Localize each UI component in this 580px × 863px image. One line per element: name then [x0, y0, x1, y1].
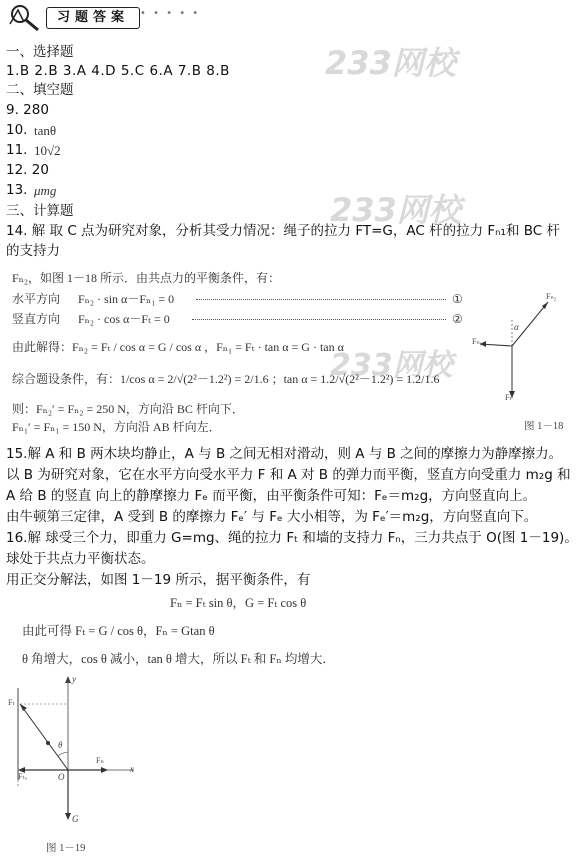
rope-ft — [20, 704, 68, 770]
fig19-label-fn: Fₙ — [96, 756, 104, 765]
q16-equation-3: θ 角增大，cos θ 减小，tan θ 增大，所以 Fₜ 和 Fₙ 均增大． — [22, 652, 335, 666]
q14-line1: 14. 解 取 C 点为研究对象，分析其受力情况：绳子的拉力 FT=G，AC 杆的拉力 Fₙ₁和 BC 杆 — [6, 223, 560, 239]
q14-horizontal-label: 水平方向 — [12, 292, 61, 306]
q14-eq-number-2: ② — [452, 312, 463, 326]
watermark: 233网校 — [330, 191, 461, 229]
section-choice: 一、选择题 — [6, 44, 74, 60]
q14-line2: 的支持力 — [6, 243, 60, 259]
q16-equation-2: 由此可得 Fₜ = G / cos θ，Fₙ = Gtan θ — [22, 624, 215, 638]
answer-11-value: 10√2 — [34, 143, 61, 158]
section-calc: 三、计算题 — [6, 203, 74, 219]
q16-line3: 用正交分解法，如图 1－19 所示，据平衡条件，有 — [6, 572, 311, 588]
figure-1-18 — [470, 288, 570, 418]
choice-answers: 1.B 2.B 3.A 4.D 5.C 6.A 7.B 8.B — [6, 63, 230, 79]
q15-line3: A 给 B 的竖直 向上的静摩擦力 Fₑ 而平衡，由平衡条件可知：Fₑ＝m₂g，方向竖直向上。 — [6, 488, 537, 504]
q14-condition: 综合题设条件，有：1/cos α = 2/√(2²－1.2²) = 2/1.6 ；tan α = 1.2/√(2²－1.2²) = 1.2/1.6 — [12, 372, 440, 386]
q15-line1: 15.解 A 和 B 两木块均静止，A 与 B 之间无相对滑动，则 A 与 B 之间的摩擦力为静摩擦力。 — [6, 446, 563, 462]
header-logo — [4, 2, 44, 32]
fig19-label-o: O — [58, 772, 65, 782]
fig19-label-y: y — [72, 674, 76, 684]
fig18-label-ft: Fₜ — [505, 393, 512, 402]
q14-step1: Fₙ₂，如图 1－18 所示．由共点力的平衡条件，有： — [12, 271, 281, 285]
header-dots: • • • • • — [140, 8, 201, 19]
section-fill: 二、填空题 — [6, 82, 74, 98]
fig19-label-ft: Fₜ — [8, 698, 15, 707]
q15-line4: 由牛顿第三定律，A 受到 B 的摩擦力 Fₑ′ 与 Fₑ 大小相等，为 Fₑ′＝m₂g，方向竖直向下。 — [6, 509, 538, 525]
q16-line1: 16.解 球受三个力，即重力 G=mg、绳的拉力 Fₜ 和墙的支持力 Fₙ，三力共点于 O(图 1－19)。 — [6, 530, 578, 546]
answer-13-value: μmg — [34, 183, 57, 198]
watermark: 233网校 — [325, 44, 456, 82]
fig19-label-theta: θ — [58, 740, 63, 750]
fig18-caption: 图 1－18 — [524, 421, 564, 432]
leader-dots — [196, 299, 446, 300]
q14-eq-number-1: ① — [452, 292, 463, 306]
fig19-label-x: x — [130, 764, 134, 774]
fig19-caption: 图 1－19 — [46, 843, 86, 854]
q14-vertical-eq: Fₙ₂ · cos α－Fₜ = 0 — [78, 312, 170, 326]
magnifier-icon — [4, 2, 44, 32]
fig18-label-fn1: Fₙ₁ — [472, 337, 483, 346]
q15-line2: 以 B 为研究对象，它在水平方向受水平力 F 和 A 对 B 的弹力而平衡，竖直方向受重力 m₂g 和 — [6, 467, 571, 483]
q14-result-1: 则：Fₙ₂′ = Fₙ₂ = 250 N，方向沿 BC 杆向下． — [12, 402, 244, 416]
fig19-label-g: G — [72, 814, 79, 824]
q14-vertical-label: 竖直方向 — [12, 312, 61, 326]
q14-horizontal-eq: Fₙ₂ · sin α－Fₙ₁ = 0 — [78, 292, 175, 306]
fig19-label-ftx: Fₜₓ — [18, 772, 28, 781]
answer-11-num: 11. — [6, 142, 28, 158]
watermark: 233网校 — [330, 348, 453, 383]
answer-13-num: 13. — [6, 182, 28, 198]
answer-12: 12. 20 — [6, 162, 49, 178]
leader-dots — [192, 319, 446, 320]
fig18-label-fn2: Fₙ₂ — [546, 292, 557, 301]
q14-result-2: Fₙ₁′ = Fₙ₁ = 150 N，方向沿 AB 杆向左． — [12, 420, 221, 434]
q16-line2: 球处于共点力平衡状态。 — [6, 551, 155, 567]
page-title: 习题答案 — [46, 7, 140, 29]
q14-solution: 由此解得：Fₙ₂ = Fₜ / cos α = G / cos α ，Fₙ₁ = Fₜ · tan α = G · tan α — [12, 340, 344, 354]
answer-9: 9. 280 — [6, 102, 49, 118]
q16-equation-1: Fₙ = Fₜ sin θ，G = Fₜ cos θ — [170, 596, 307, 610]
fig18-label-alpha: α — [514, 322, 519, 332]
answer-10-value: tanθ — [34, 123, 57, 138]
answer-10-num: 10. — [6, 122, 28, 138]
